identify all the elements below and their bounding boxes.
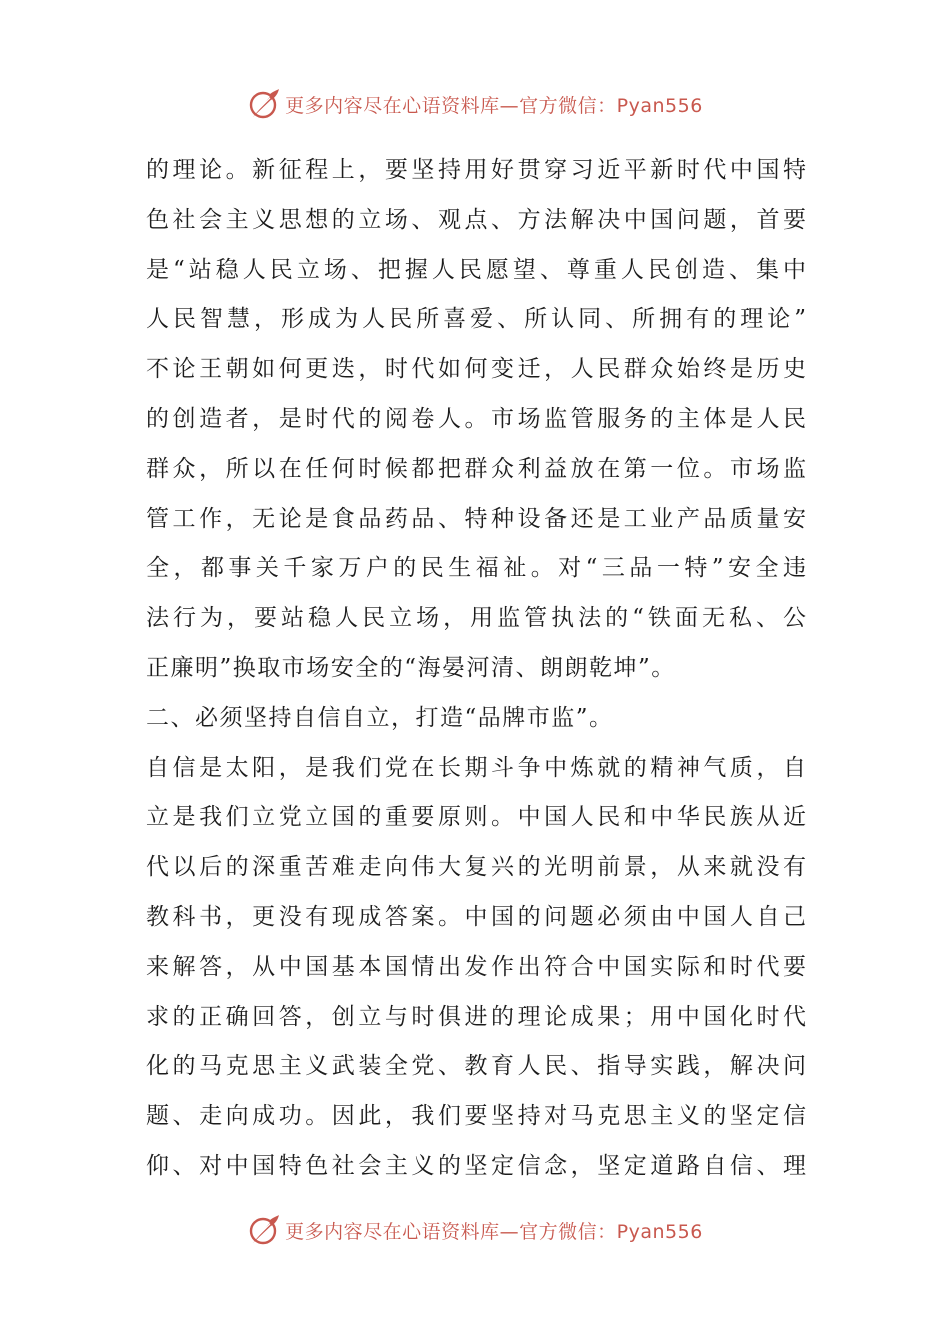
body-line: 化的马克思主义武装全党、教育人民、指导实践，解决问 <box>146 1053 806 1080</box>
body-line: 代以后的深重苦难走向伟大复兴的光明前景，从来就没有 <box>146 854 806 881</box>
footer-watermark-banner <box>0 1210 950 1250</box>
body-line: 求的正确回答，创立与时俱进的理论成果；用中国化时代 <box>146 1003 806 1030</box>
body-line: 是“站稳人民立场、把握人民愿望、尊重人民创造、集中 <box>146 256 806 283</box>
body-line: 自信是太阳，是我们党在长期斗争中炼就的精神气质，自 <box>146 754 806 781</box>
body-line: 正廉明”换取市场安全的“海晏河清、朗朗乾坤”。 <box>146 654 676 681</box>
body-line: 教科书，更没有现成答案。中国的问题必须由中国人自己 <box>146 903 806 930</box>
body-line: 不论王朝如何更迭，时代如何变迁，人民群众始终是历史 <box>146 356 806 383</box>
body-line: 仰、对中国特色社会主义的坚定信念，坚定道路自信、理 <box>146 1152 806 1179</box>
feather-pen-icon <box>247 87 281 121</box>
body-line: 立是我们立党立国的重要原则。中国人民和中华民族从近 <box>146 804 806 831</box>
body-line: 来解答，从中国基本国情出发作出符合中国实际和时代要 <box>146 953 806 980</box>
body-line: 色社会主义思想的立场、观点、方法解决中国问题，首要 <box>146 206 806 233</box>
body-line: 题、走向成功。因此，我们要坚持对马克思主义的坚定信 <box>146 1103 806 1130</box>
feather-pen-icon <box>247 1213 281 1247</box>
body-line: 法行为，要站稳人民立场，用监管执法的“铁面无私、公 <box>146 605 806 632</box>
header-banner-text: 更多内容尽在心语资料库—官方微信：Pyan556 <box>285 94 703 117</box>
footer-banner-text: 更多内容尽在心语资料库—官方微信：Pyan556 <box>285 1220 703 1243</box>
header-watermark-banner <box>0 84 950 124</box>
body-line: 人民智慧，形成为人民所喜爱、所认同、所拥有的理论” <box>146 306 806 333</box>
body-line: 全，都事关千家万户的民生福祉。对“三品一特”安全违 <box>146 555 806 582</box>
section-heading: 二、必须坚持自信自立，打造“品牌市监”。 <box>146 704 614 731</box>
document-body <box>146 146 806 1192</box>
body-line: 的创造者，是时代的阅卷人。市场监管服务的主体是人民 <box>146 405 806 432</box>
body-line: 群众，所以在任何时候都把群众利益放在第一位。市场监 <box>146 455 806 482</box>
body-line: 的理论。新征程上，要坚持用好贯穿习近平新时代中国特 <box>146 157 806 183</box>
body-line: 管工作，无论是食品药品、特种设备还是工业产品质量安 <box>146 505 806 532</box>
